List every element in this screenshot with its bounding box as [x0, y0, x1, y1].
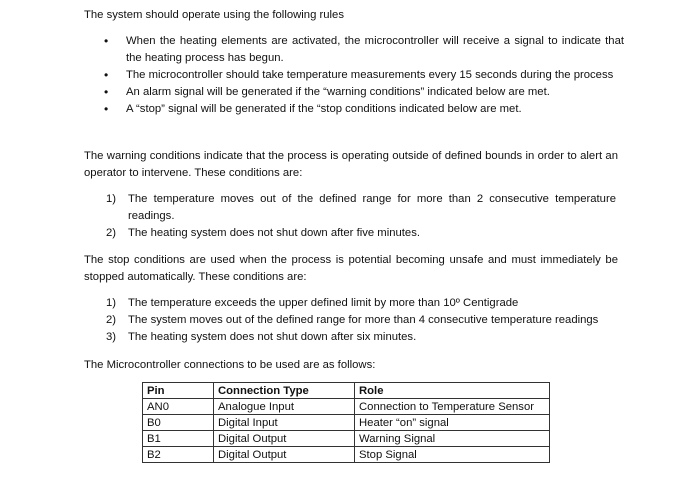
- connection-type-cell: Digital Output: [214, 431, 355, 447]
- rule-text: When the heating elements are activated, the microcontroller will receive a signal to indicate that the heating process has begun.: [126, 35, 624, 64]
- list-item: [106, 329, 621, 346]
- item-number: 1): [106, 297, 117, 309]
- condition-text: The temperature moves out of the defined range for more than 2 consecutive temperature readings.: [128, 193, 616, 222]
- bullet-icon: •: [104, 68, 109, 82]
- table-row: [143, 415, 550, 431]
- connection-type-cell: Analogue Input: [214, 399, 355, 415]
- bullet-icon: •: [104, 34, 109, 48]
- bullet-icon: •: [104, 102, 109, 116]
- pin-cell: B0: [143, 415, 214, 431]
- role-cell: Stop Signal: [355, 447, 550, 463]
- pin-cell: B2: [143, 447, 214, 463]
- bullet-icon: •: [104, 85, 109, 99]
- item-number: 1): [106, 193, 117, 205]
- rules-intro: The system should operate using the following rules: [84, 9, 344, 21]
- table-header-row: [143, 383, 550, 399]
- column-header: Role: [355, 383, 550, 399]
- pin-cell: B1: [143, 431, 214, 447]
- rule-text: A “stop” signal will be generated if the “stop conditions indicated below are met.: [126, 103, 522, 115]
- list-item: [106, 312, 621, 329]
- rules-list: [104, 33, 624, 118]
- table-row: [143, 447, 550, 463]
- list-item: [106, 295, 621, 312]
- column-header: Connection Type: [214, 383, 355, 399]
- stop-conditions-list: [106, 295, 621, 346]
- connection-type-cell: Digital Input: [214, 415, 355, 431]
- rule-text: The microcontroller should take temperature measurements every 15 seconds during the process: [126, 69, 614, 81]
- table-row: [143, 399, 550, 415]
- list-item: [104, 67, 624, 84]
- connections-intro: The Microcontroller connections to be used are as follows:: [84, 359, 376, 371]
- role-cell: Heater “on” signal: [355, 415, 550, 431]
- list-item: [104, 101, 624, 118]
- role-cell: Warning Signal: [355, 431, 550, 447]
- connection-type-cell: Digital Output: [214, 447, 355, 463]
- item-number: 2): [106, 314, 117, 326]
- list-item: [104, 33, 624, 67]
- condition-text: The system moves out of the defined range for more than 4 consecutive temperature readings: [128, 314, 599, 326]
- warning-conditions-intro: The warning conditions indicate that the process is operating outside of defined bounds in order to alert an operator to intervene. These conditions are:: [84, 150, 618, 179]
- rule-text: An alarm signal will be generated if the “warning conditions” indicated below are met.: [126, 86, 550, 98]
- list-item: [106, 191, 616, 225]
- condition-text: The temperature exceeds the upper defined limit by more than 10º Centigrade: [128, 297, 519, 309]
- condition-text: The heating system does not shut down after six minutes.: [128, 331, 417, 343]
- role-cell: Connection to Temperature Sensor: [355, 399, 550, 415]
- item-number: 3): [106, 331, 117, 343]
- column-header: Pin: [143, 383, 214, 399]
- stop-conditions-intro: The stop conditions are used when the process is potential becoming unsafe and must immediately be stopped automatically. These conditions are:: [84, 254, 618, 283]
- table-row: [143, 431, 550, 447]
- list-item: [104, 84, 624, 101]
- connections-table: [142, 382, 550, 463]
- condition-text: The heating system does not shut down after five minutes.: [128, 227, 420, 239]
- item-number: 2): [106, 227, 117, 239]
- list-item: [106, 225, 616, 242]
- warning-conditions-list: [106, 191, 616, 242]
- pin-cell: AN0: [143, 399, 214, 415]
